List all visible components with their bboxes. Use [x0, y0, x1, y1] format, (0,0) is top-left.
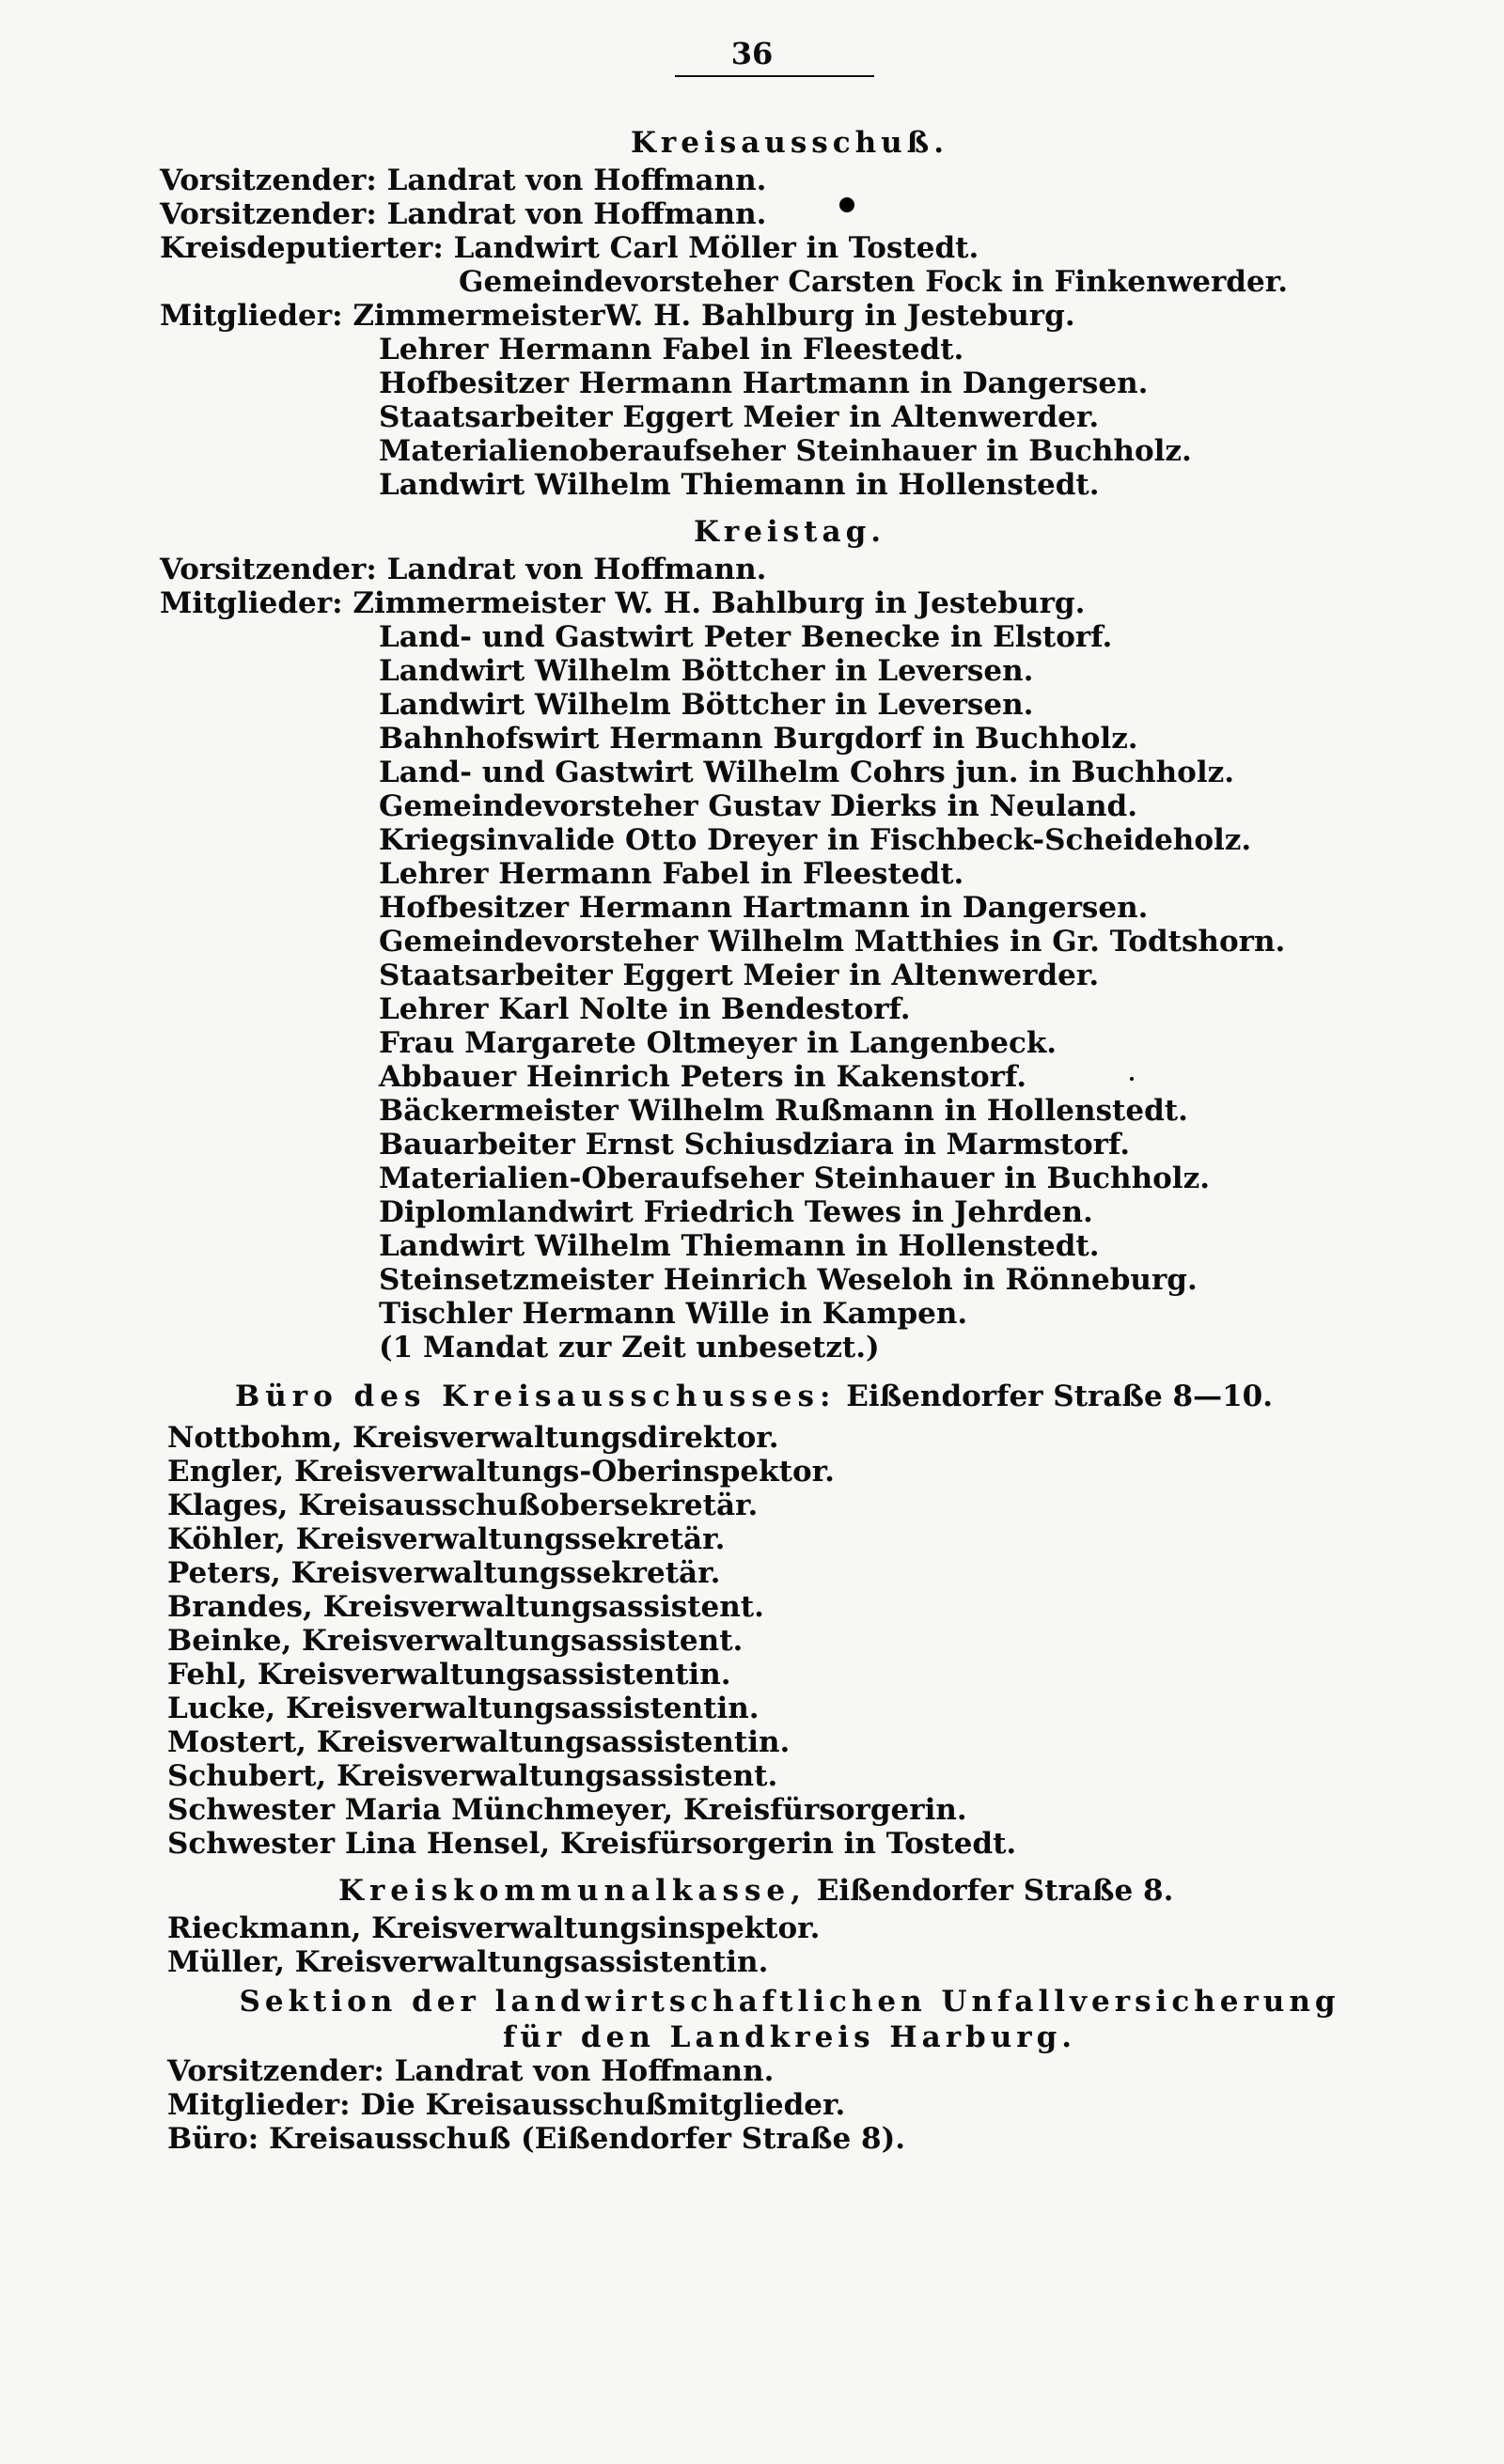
- deputy-entry: Landwirt Carl Möller in Tostedt.: [453, 231, 979, 265]
- staff-entry: Schwester Maria Münchmeyer, Kreisfürsorgerin.: [167, 1793, 967, 1827]
- kreisausschuss-deputies: [160, 231, 1419, 265]
- kasse-heading: [338, 1874, 1419, 1908]
- staff-entry: Engler, Kreisverwaltungs-Oberinspektor.: [167, 1455, 835, 1489]
- label: Vorsitzender:: [160, 553, 377, 586]
- staff-entry: Beinke, Kreisverwaltungsassistent.: [167, 1624, 744, 1658]
- sektion-heading-line2: für den Landkreis Harburg.: [502, 2020, 1077, 2054]
- staff-entry: Schubert, Kreisverwaltungsassistent.: [167, 1759, 778, 1793]
- buero-title: Büro des Kreisausschusses:: [235, 1380, 837, 1413]
- sektion-chair: [160, 2054, 1419, 2088]
- member-entry: Landwirt Wilhelm Thiemann in Hollenstedt.: [379, 1229, 1100, 1263]
- member-entry: Staatsarbeiter Eggert Meier in Altenwerder.: [379, 400, 1100, 434]
- kreisausschuss-deputy-chair: [160, 197, 1419, 231]
- label: Büro:: [167, 2122, 259, 2156]
- kasse-staff-list: [160, 1911, 1419, 1979]
- staff-entry: Rieckmann, Kreisverwaltungsinspektor.: [167, 1911, 821, 1945]
- staff-entry: Brandes, Kreisverwaltungsassistent.: [167, 1590, 764, 1624]
- staff-entry: Klages, Kreisausschußobersekretär.: [167, 1489, 759, 1522]
- value: Landrat von Hoffmann.: [386, 553, 767, 586]
- value: Kreisausschuß (Eißendorfer Straße 8).: [269, 2122, 906, 2156]
- member-entry: Zimmermeister W. H. Bahlburg in Jesteburg.: [352, 586, 1086, 620]
- member-entry: Landwirt Wilhelm Böttcher in Leversen.: [379, 654, 1034, 688]
- label: Mitglieder:: [160, 299, 343, 333]
- buero-address: Eißendorfer Straße 8—10.: [846, 1380, 1274, 1413]
- member-entry: Hofbesitzer Hermann Hartmann in Dangersen.: [379, 366, 1149, 400]
- page-number: 36: [730, 36, 774, 71]
- member-entry: Land- und Gastwirt Wilhelm Cohrs jun. in Buchholz.: [379, 756, 1234, 789]
- kreisausschuss-heading: Kreisausschuß.: [630, 126, 949, 160]
- kreistag-chair: [160, 553, 1419, 586]
- staff-entry: Peters, Kreisverwaltungssekretär.: [167, 1556, 721, 1590]
- buero-staff-list: [160, 1421, 1419, 1861]
- member-entry: Tischler Hermann Wille in Kampen.: [379, 1297, 968, 1331]
- deputy-entry: Gemeindevorsteher Carsten Fock in Finkenwerder.: [459, 265, 1288, 299]
- member-entry: Hofbesitzer Hermann Hartmann in Dangersen.: [379, 891, 1149, 925]
- member-entry: Bäckermeister Wilhelm Rußmann in Hollenstedt.: [379, 1094, 1188, 1128]
- staff-entry: Müller, Kreisverwaltungsassistentin.: [167, 1945, 769, 1979]
- sektion-heading-line1: Sektion der landwirtschaftlichen Unfallversicherung: [239, 1985, 1340, 2019]
- member-entry: Materialienoberaufseher Steinhauer in Buchholz.: [379, 434, 1192, 468]
- staff-entry: Nottbohm, Kreisverwaltungsdirektor.: [167, 1421, 779, 1455]
- member-entry: Materialien-Oberaufseher Steinhauer in Buchholz.: [379, 1162, 1210, 1195]
- member-entry: Lehrer Hermann Fabel in Fleestedt.: [379, 333, 964, 366]
- value: Landrat von Hoffmann.: [386, 164, 767, 197]
- member-entry: Gemeindevorsteher Wilhelm Matthies in Gr. Todtshorn.: [379, 925, 1286, 959]
- staff-entry: Mostert, Kreisverwaltungsassistentin.: [167, 1725, 791, 1759]
- value: Landrat von Hoffmann.: [394, 2054, 775, 2088]
- label: Mitglieder:: [160, 586, 343, 620]
- member-text: Abbauer Heinrich Peters in Kakenstorf.: [379, 1060, 1027, 1094]
- kreistag-members: [160, 586, 1419, 620]
- kasse-address: Eißendorfer Straße 8.: [816, 1874, 1174, 1908]
- member-entry: Diplomlandwirt Friedrich Tewes in Jehrden.: [379, 1195, 1093, 1229]
- page-number-rule: [675, 75, 874, 77]
- bullet-mark: [839, 197, 854, 212]
- member-entry: Staatsarbeiter Eggert Meier in Altenwerder.: [379, 959, 1100, 992]
- kreisausschuss-members: [160, 299, 1419, 333]
- buero-heading: [235, 1380, 1419, 1413]
- sektion-members: [160, 2088, 1419, 2122]
- label: Kreisdeputierter:: [160, 231, 444, 265]
- speck-mark: [1130, 1077, 1134, 1081]
- vacancy-note: (1 Mandat zur Zeit unbesetzt.): [379, 1331, 880, 1365]
- value: Landrat von Hoffmann.: [386, 197, 767, 231]
- value: Die Kreisausschußmitglieder.: [360, 2088, 846, 2122]
- label: Vorsitzender:: [160, 197, 377, 231]
- member-entry: Landwirt Wilhelm Böttcher in Leversen.: [379, 688, 1034, 722]
- member-entry: Kriegsinvalide Otto Dreyer in Fischbeck-Scheideholz.: [379, 823, 1252, 857]
- member-entry: Bauarbeiter Ernst Schiusdziara in Marmstorf.: [379, 1128, 1131, 1162]
- label: Vorsitzender:: [160, 164, 377, 197]
- label: Vorsitzender:: [167, 2054, 384, 2088]
- staff-entry: Fehl, Kreisverwaltungsassistentin.: [167, 1658, 731, 1692]
- member-entry: ZimmermeisterW. H. Bahlburg in Jesteburg.: [352, 299, 1075, 333]
- member-entry: Frau Margarete Oltmeyer in Langenbeck.: [379, 1026, 1058, 1060]
- member-entry: Land- und Gastwirt Peter Benecke in Elstorf.: [379, 620, 1113, 654]
- member-entry: Lehrer Karl Nolte in Bendestorf.: [379, 992, 911, 1026]
- member-entry: Gemeindevorsteher Gustav Dierks in Neuland.: [379, 789, 1138, 823]
- member-entry: Landwirt Wilhelm Thiemann in Hollenstedt.: [379, 468, 1100, 502]
- label: Mitglieder:: [167, 2088, 351, 2122]
- member-entry: [160, 1060, 1419, 1094]
- page-content: [160, 118, 1419, 2156]
- kasse-title: Kreiskommunalkasse,: [338, 1874, 807, 1908]
- member-entry: Lehrer Hermann Fabel in Fleestedt.: [379, 857, 964, 891]
- kreistag-heading: Kreistag.: [693, 515, 886, 549]
- kreisausschuss-chair: [160, 164, 1419, 197]
- staff-entry: Lucke, Kreisverwaltungsassistentin.: [167, 1692, 760, 1725]
- staff-entry: Köhler, Kreisverwaltungssekretär.: [167, 1522, 726, 1556]
- member-entry: Bahnhofswirt Hermann Burgdorf in Buchholz.: [379, 722, 1138, 756]
- member-entry: Steinsetzmeister Heinrich Weseloh in Rönneburg.: [379, 1263, 1198, 1297]
- staff-entry: Schwester Lina Hensel, Kreisfürsorgerin in Tostedt.: [167, 1827, 1017, 1861]
- sektion-office: [160, 2122, 1419, 2156]
